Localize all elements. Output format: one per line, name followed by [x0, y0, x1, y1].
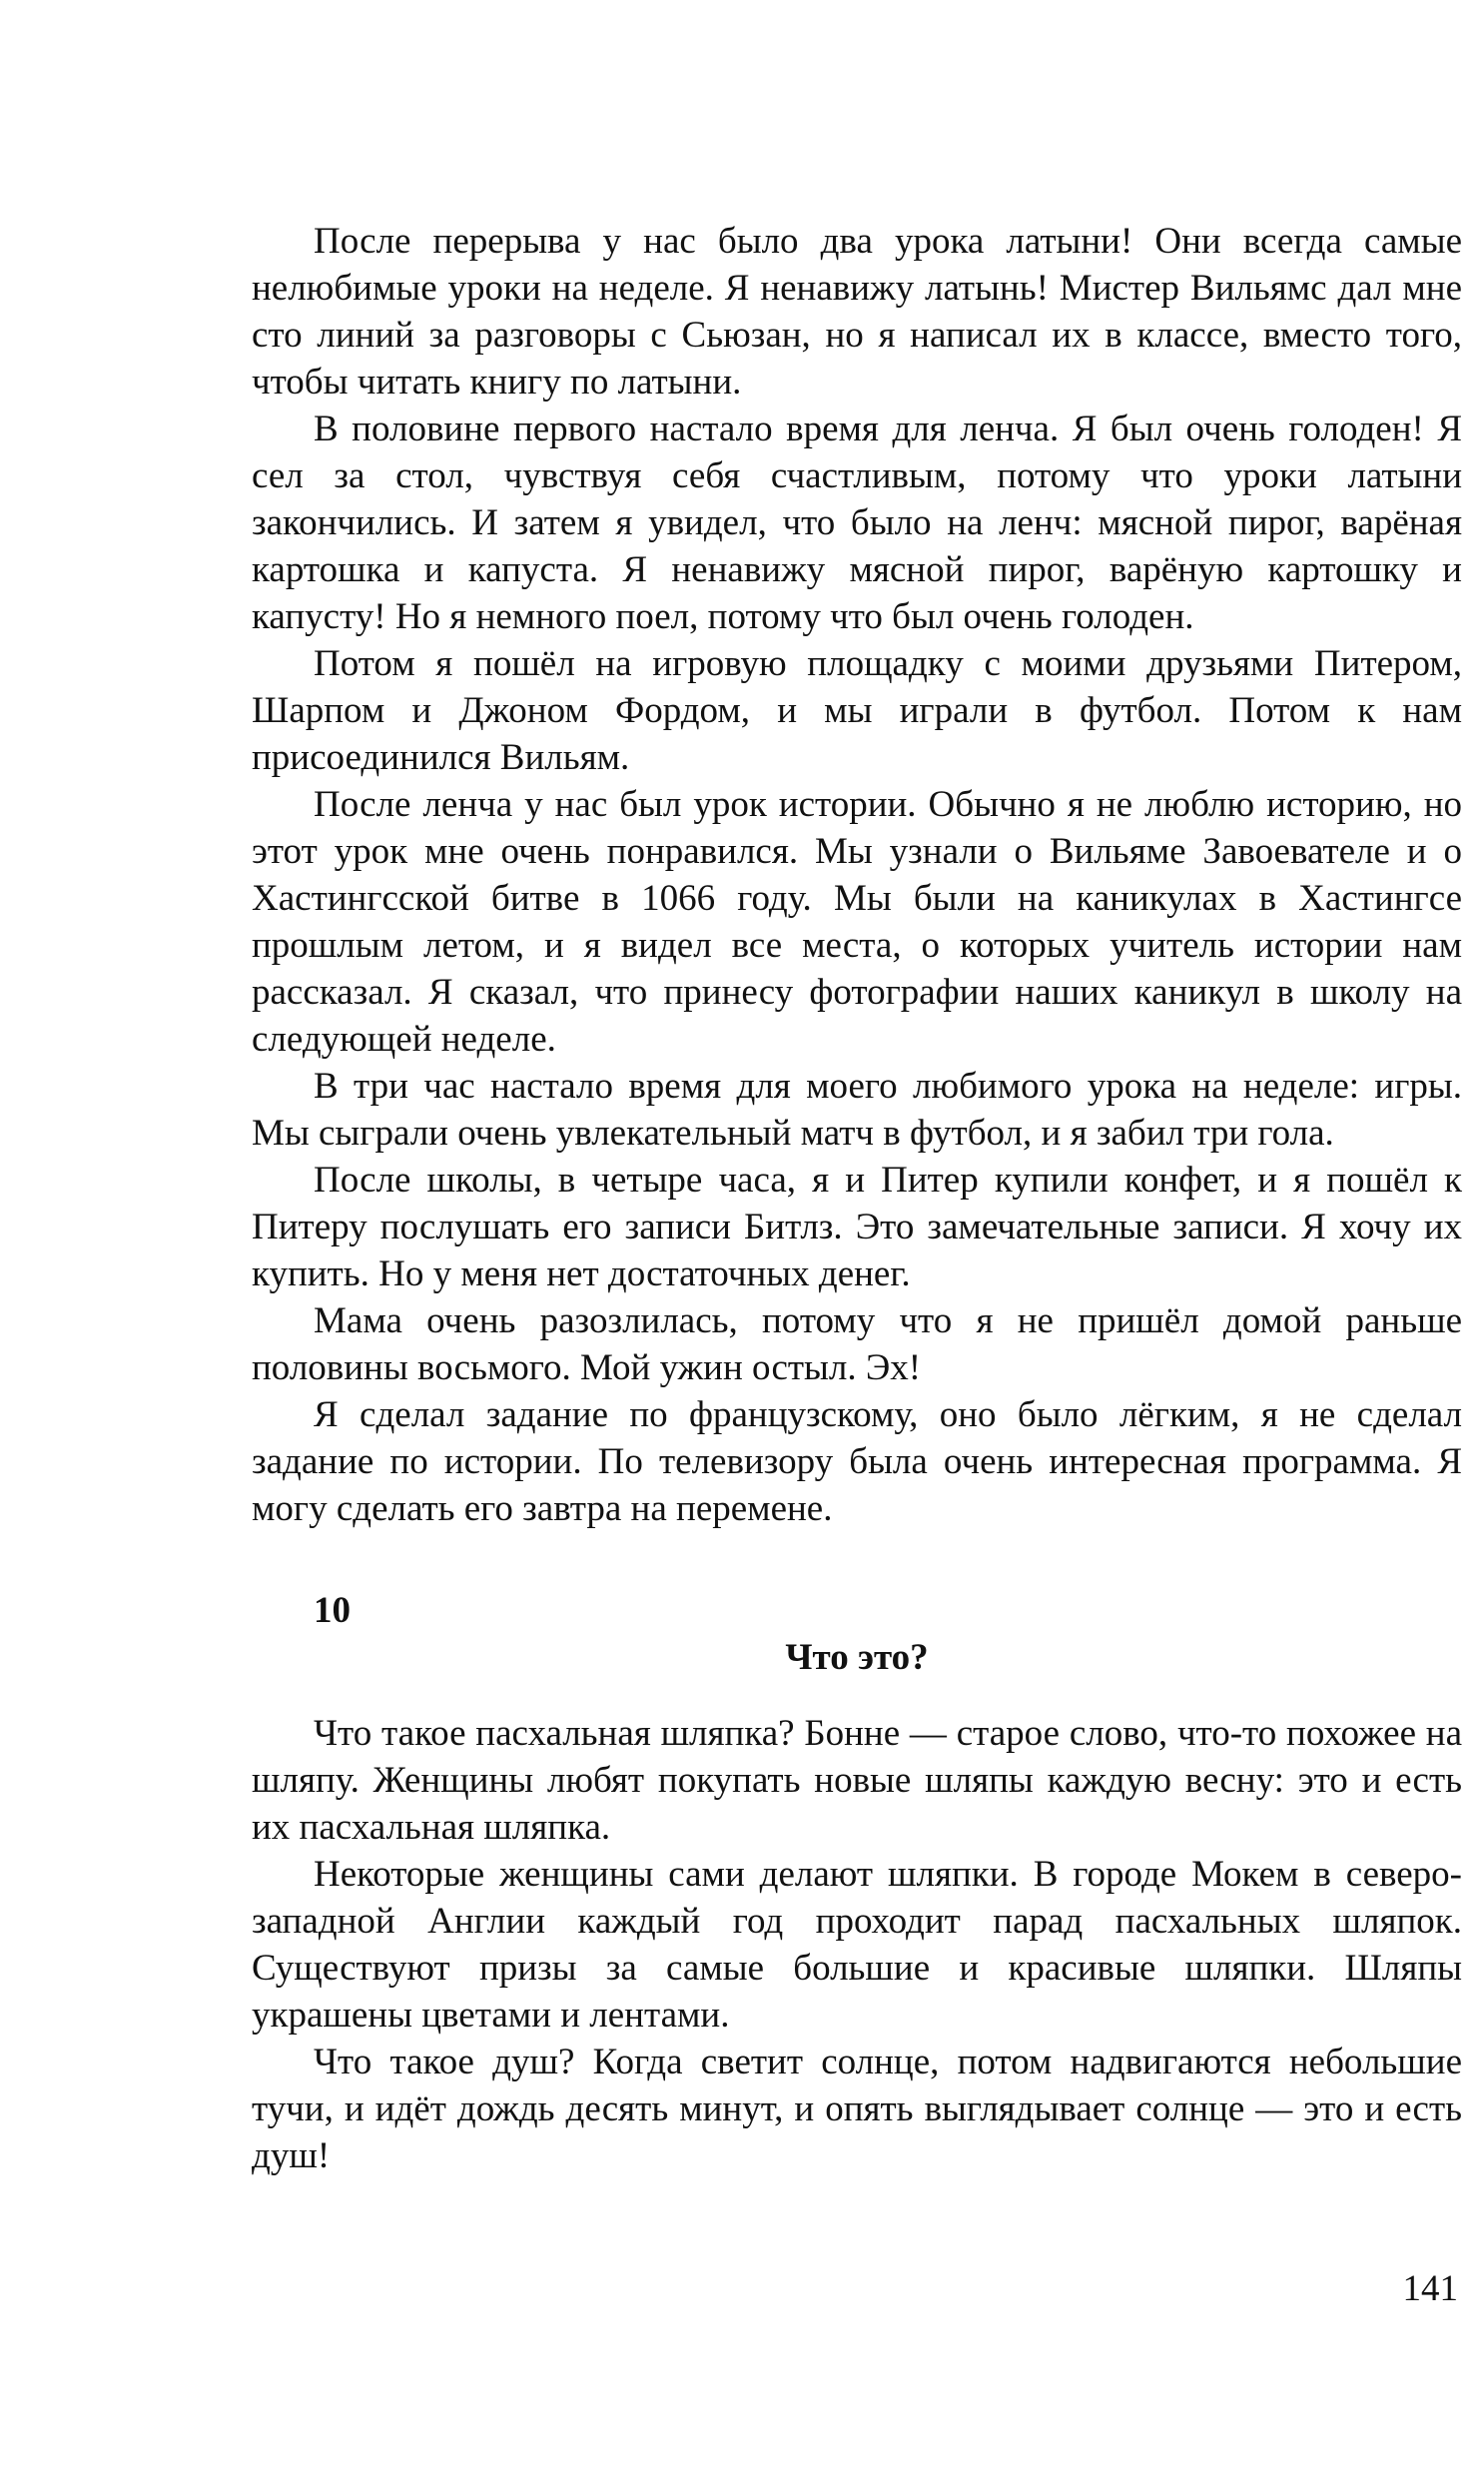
section-what-is-it — [252, 1710, 1462, 2179]
chapter-title: Что это? — [785, 1637, 929, 1678]
page-number: 141 — [1402, 2268, 1458, 2309]
paragraph: Некоторые женщины сами делают шляпки. В городе Мокем в северо-западной Англии каждый год проходит парад пасхальных шляпок. Существуют призы за самые большие и красивые шляпки. Шляпы украшены цветами и лентами. — [252, 1854, 1462, 2036]
paragraph: Что такое пасхальная шляпка? Бонне — старое слово, что-то похожее на шляпу. Женщины любят покупать новые шляпы каждую весну: это и есть их пасхальная шляпка. — [252, 1713, 1462, 1848]
paragraph: После ленча у нас был урок истории. Обычно я не люблю историю, но этот урок мне очень понравился. Мы узнали о Вильяме Завоевателе и о Хастингсской битве в 1066 году. Мы были на каникулах в Хастингсе прошлым летом, и я видел все места, о которых учитель истории нам рассказал. Я сказал, что принесу фотографии наших каникул в школу на следующей неделе. — [252, 784, 1462, 1060]
paragraph: Мама очень разозлилась, потому что я не пришёл домой раньше половины восьмого. Мой ужин остыл. Эх! — [252, 1300, 1462, 1388]
paragraph: После школы, в четыре часа, я и Питер купили конфет, и я пошёл к Питеру послушать его записи Битлз. Это замечательные записи. Я хочу их купить. Но у меня нет достаточных денег. — [252, 1160, 1462, 1294]
paragraph: Потом я пошёл на игровую площадку с моими друзьями Питером, Шарпом и Джоном Фордом, и мы играли в футбол. Потом к нам присоединился Вильям. — [252, 643, 1462, 778]
paragraph: После перерыва у нас было два урока латыни! Они всегда самые нелюбимые уроки на неделе. Я ненавижу латынь! Мистер Вильямс дал мне сто линий за разговоры с Сьюзан, но я написал их в классе, вместо того, чтобы читать книгу по латыни. — [252, 221, 1462, 403]
paragraph: Что такое душ? Когда светит солнце, потом надвигаются небольшие тучи, и идёт дождь десять минут, и опять выглядывает солнце — это и есть душ! — [252, 2042, 1462, 2176]
paragraph: В половине первого настало время для ленча. Я был очень голоден! Я сел за стол, чувствуя себя счастливым, потому что уроки латыни закончились. И затем я увидел, что было на ленч: мясной пирог, варёная картошка и капуста. Я ненавижу мясной пирог, варёную картошку и капусту! Но я немного поел, потому что был очень голоден. — [252, 409, 1462, 637]
paragraph: В три час настало время для моего любимого урока на неделе: игры. Мы сыграли очень увлекательный матч в футбол, и я забил три гола. — [252, 1066, 1462, 1154]
section-diary — [252, 218, 1462, 1532]
book-page — [252, 218, 1462, 2179]
paragraph: Я сделал задание по французскому, оно было лёгким, я не сделал задание по истории. По телевизору была очень интересная программа. Я могу сделать его завтра на перемене. — [252, 1394, 1462, 1529]
chapter-number: 10 — [314, 1590, 351, 1631]
